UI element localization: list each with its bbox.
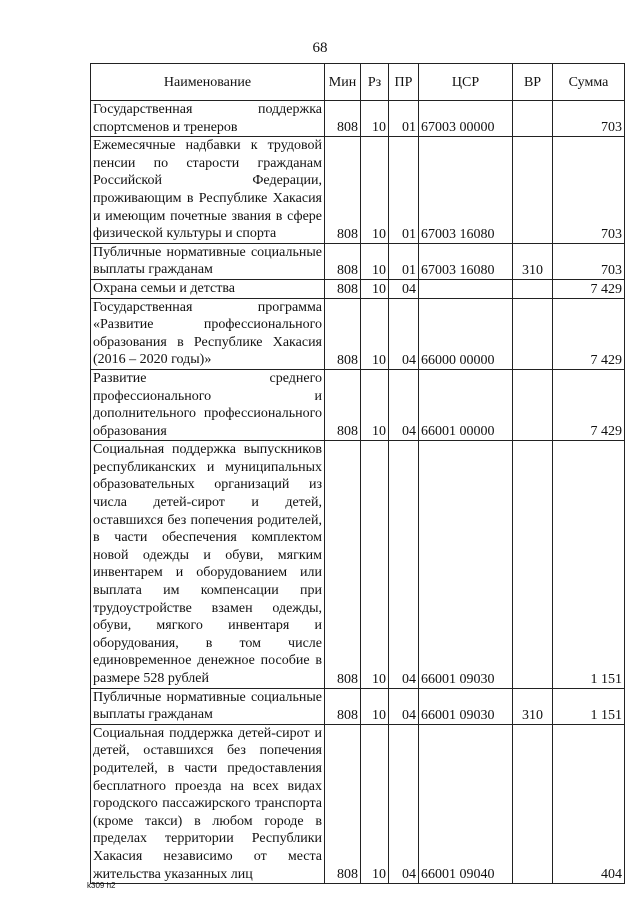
row-pr: 04 (389, 441, 419, 688)
row-vr (513, 724, 553, 883)
row-rz: 10 (361, 724, 389, 883)
row-rz: 10 (361, 688, 389, 724)
row-name: Социальная поддержка выпускников республиканских и муниципальных образовательных организаций из числа детей-сирот и детей, оставшихся без попечения родителей, в части обеспечения комплектом новой одежды и обуви, мягким инвентарем и оборудованием или выплата им компенсации при трудоустройстве взамен одежды, обуви, мягкого инвентаря и оборудования, в том числе единовременное денежное пособие в размере 528 рублей (91, 441, 325, 688)
footer-code: k309 h2 (87, 881, 116, 890)
row-min: 808 (325, 441, 361, 688)
row-min: 808 (325, 369, 361, 440)
table-row (91, 724, 625, 883)
header-pr: ПР (389, 64, 419, 101)
row-csr (419, 279, 513, 298)
row-sum: 703 (553, 243, 625, 279)
row-csr: 66001 00000 (419, 369, 513, 440)
budget-table (90, 63, 625, 884)
row-rz: 10 (361, 137, 389, 244)
row-min: 808 (325, 243, 361, 279)
row-name: Социальная поддержка детей-сирот и детей, оставшихся без попечения родителей, в части предоставления бесплатного проезда на всех видах городского пассажирского транспорта (кроме такси) в любом городе в пределах территории Республики Хакасия независимо от места жительства указанных лиц (91, 724, 325, 883)
table-row (91, 279, 625, 298)
row-csr: 67003 16080 (419, 243, 513, 279)
row-min: 808 (325, 724, 361, 883)
header-sum: Сумма (553, 64, 625, 101)
table-row (91, 441, 625, 688)
table-header-row (91, 64, 625, 101)
row-rz: 10 (361, 243, 389, 279)
row-min: 808 (325, 137, 361, 244)
row-rz: 10 (361, 369, 389, 440)
row-rz: 10 (361, 298, 389, 369)
row-sum: 703 (553, 101, 625, 137)
row-name: Публичные нормативные социальные выплаты гражданам (91, 688, 325, 724)
row-vr: 310 (513, 243, 553, 279)
row-csr: 66001 09030 (419, 441, 513, 688)
row-rz: 10 (361, 441, 389, 688)
row-min: 808 (325, 279, 361, 298)
row-pr: 01 (389, 243, 419, 279)
row-vr (513, 279, 553, 298)
row-min: 808 (325, 101, 361, 137)
row-sum: 7 429 (553, 279, 625, 298)
header-name: Наименование (91, 64, 325, 101)
row-min: 808 (325, 298, 361, 369)
row-csr: 67003 16080 (419, 137, 513, 244)
row-name: Публичные нормативные социальные выплаты гражданам (91, 243, 325, 279)
row-vr (513, 101, 553, 137)
row-sum: 1 151 (553, 688, 625, 724)
row-pr: 01 (389, 137, 419, 244)
row-pr: 01 (389, 101, 419, 137)
row-pr: 04 (389, 298, 419, 369)
row-name: Государственная программа «Развитие профессионального образования в Республике Хакасия (2016 – 2020 годы)» (91, 298, 325, 369)
row-sum: 1 151 (553, 441, 625, 688)
header-vr: ВР (513, 64, 553, 101)
table-row (91, 688, 625, 724)
header-rz: Рз (361, 64, 389, 101)
row-name: Ежемесячные надбавки к трудовой пенсии по старости гражданам Российской Федерации, проживающим в Республике Хакасия и имеющим почетные звания в сфере физической культуры и спорта (91, 137, 325, 244)
row-sum: 404 (553, 724, 625, 883)
row-sum: 703 (553, 137, 625, 244)
table-row (91, 137, 625, 244)
row-csr: 66001 09040 (419, 724, 513, 883)
row-csr: 67003 00000 (419, 101, 513, 137)
row-rz: 10 (361, 101, 389, 137)
row-name: Развитие среднего профессионального и дополнительного профессионального образования (91, 369, 325, 440)
row-name: Охрана семьи и детства (91, 279, 325, 298)
table-row (91, 298, 625, 369)
row-rz: 10 (361, 279, 389, 298)
row-pr: 04 (389, 279, 419, 298)
row-vr: 310 (513, 688, 553, 724)
header-min: Мин (325, 64, 361, 101)
row-vr (513, 298, 553, 369)
table-row (91, 369, 625, 440)
row-pr: 04 (389, 724, 419, 883)
row-sum: 7 429 (553, 298, 625, 369)
table-row (91, 101, 625, 137)
row-vr (513, 441, 553, 688)
row-vr (513, 369, 553, 440)
row-sum: 7 429 (553, 369, 625, 440)
row-pr: 04 (389, 369, 419, 440)
row-pr: 04 (389, 688, 419, 724)
row-min: 808 (325, 688, 361, 724)
row-csr: 66000 00000 (419, 298, 513, 369)
row-name: Государственная поддержка спортсменов и тренеров (91, 101, 325, 137)
header-csr: ЦСР (419, 64, 513, 101)
table-row (91, 243, 625, 279)
row-vr (513, 137, 553, 244)
page-number: 68 (312, 40, 328, 56)
row-csr: 66001 09030 (419, 688, 513, 724)
